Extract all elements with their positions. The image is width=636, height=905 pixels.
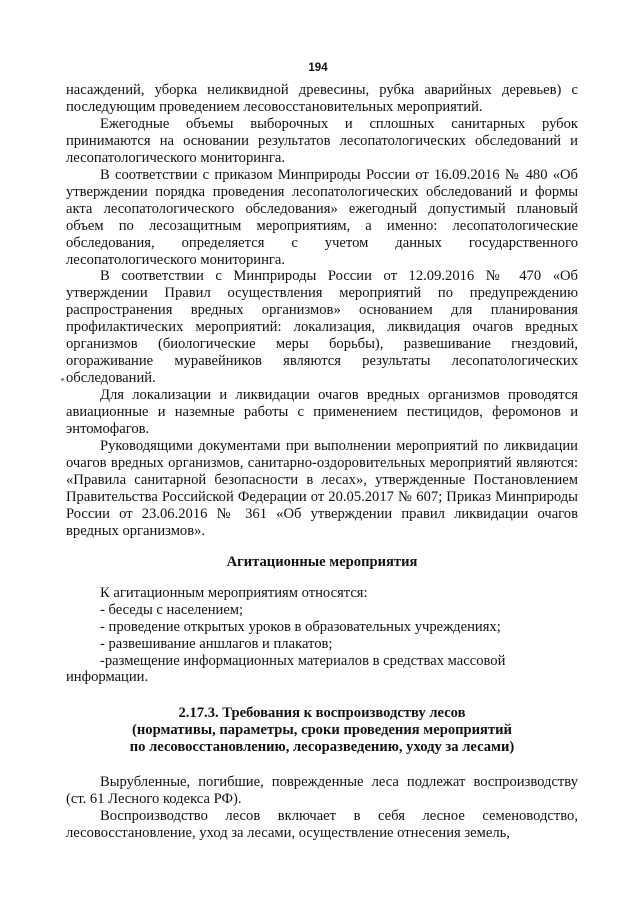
section-heading-line1: 2.17.3. Требования к воспроизводству лесов <box>178 705 466 722</box>
paragraph-guiding-documents: Руководящими документами при выполнении мероприятий по ликвидации очагов вредных организмов, санитарно-оздоровительных мероприятий являются: «Правила санитарной безопасности в лесах», утвержденные Постановлением Правительства Российской Федерации от 20.05.2017 № 607; Приказ Минприроды России от 23.06.2016 № 361 «Об утверждении правил ликвидации очагов вредных организмов». <box>66 438 578 539</box>
agitation-list-item: -размещение информационных материалов в средствах массовой информации. <box>66 652 506 686</box>
spacer <box>66 756 578 774</box>
agitation-list-item: - беседы с населением; <box>100 601 244 618</box>
paragraph-localization: Для локализации и ликвидации очагов вредных организмов проводятся авиационные и наземные работы с применением пестицидов, феромонов и энтомофагов. <box>66 387 578 438</box>
paragraph-reproduction-includes: Воспроизводство лесов включает в себя лесное семеноводство, лесовосстановление, уход за лесами, осуществление отнесения земель, <box>66 808 578 842</box>
spacer <box>66 571 578 585</box>
agitation-list-item: - развешивание аншлагов и плакатов; <box>100 635 333 652</box>
paragraph-continuation: насаждений, уборка неликвидной древесины, рубка аварийных деревьев) с последующим проведением лесовосстановительных мероприятий. <box>66 82 578 115</box>
scan-speck <box>61 378 64 381</box>
agitation-heading: Агитационные мероприятия <box>226 553 418 570</box>
section-heading-line2: (нормативы, параметры, сроки проведения мероприятий <box>132 722 512 739</box>
paragraph-order-470: В соответствии с Минприроды России от 12.09.2016 № 470 «Об утверждении Правил осуществления мероприятий по предупреждению распространения вредных организмов» основанием для планирования профилактических мероприятий: локализация, ликвидация очагов вредных организмов (биологические меры борьбы), развешивание гнездовий, огораживание муравейников являются результаты лесопатологических обследований. <box>66 268 578 387</box>
spacer <box>66 540 578 554</box>
agitation-list-item: - проведение открытых уроков в образовательных учреждениях; <box>100 618 501 635</box>
page-number: 194 <box>308 62 328 74</box>
document-body <box>66 82 578 842</box>
spacer <box>66 686 578 705</box>
paragraph-order-480: В соответствии с приказом Минприроды России от 16.09.2016 № 480 «Об утверждении порядка проведения лесопатологических обследований и формы акта лесопатологического обследования» ежегодный допустимый плановый объем по лесозащитным мероприятиям, а именно: лесопатологические обследования, определяется с учетом данных государственного лесопатологического мониторинга. <box>66 166 578 268</box>
paragraph-reproduction-duty: Вырубленные, погибшие, поврежденные леса подлежат воспроизводству (ст. 61 Лесного кодекса РФ). <box>66 774 578 808</box>
paragraph-annual-volumes: Ежегодные объемы выборочных и сплошных санитарных рубок принимаются на основании результатов лесопатологических обследований и лесопатологического мониторинга. <box>66 115 578 166</box>
section-heading-line3: по лесовосстановлению, лесоразведению, уходу за лесами) <box>129 739 515 756</box>
agitation-intro: К агитационным мероприятиям относятся: <box>100 584 368 601</box>
